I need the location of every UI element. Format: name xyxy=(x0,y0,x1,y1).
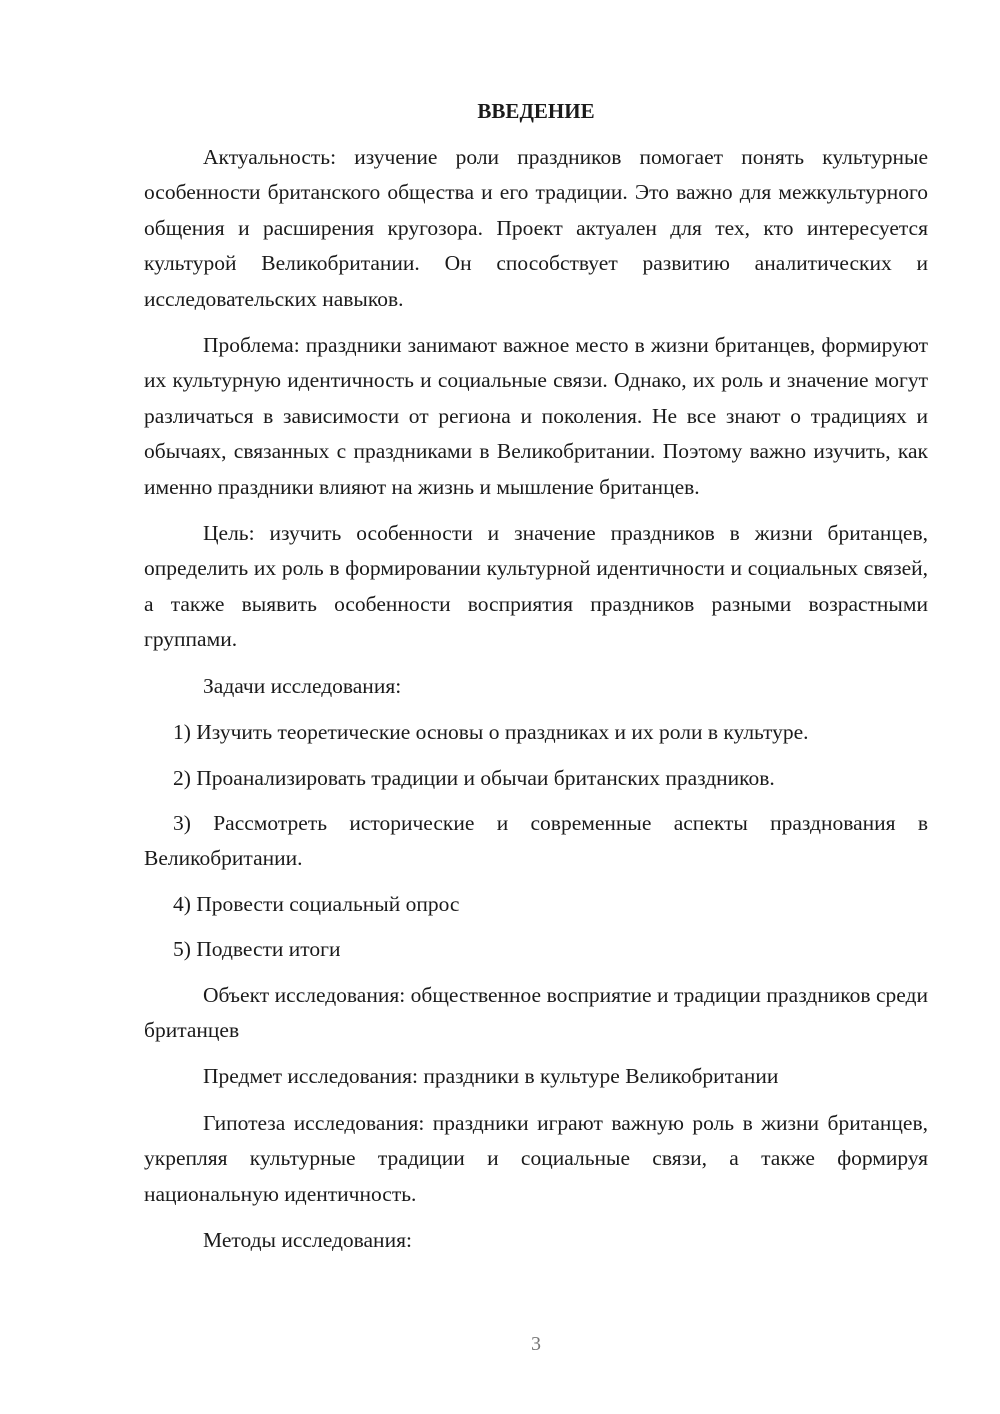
tasks-label: Задачи исследования: xyxy=(203,673,402,698)
methods-label: Методы исследования: xyxy=(203,1227,412,1252)
paragraph-goal: Цель: изучить особенности и значение праздников в жизни британцев, определить их роль в формировании культурной идентичности и социальных связей, а также выявить особенности восприятия праздников разными возрастными группами. xyxy=(144,521,928,652)
section-heading: ВВЕДЕНИЕ xyxy=(477,99,595,123)
task-item-5: 5) Подвести итоги xyxy=(173,937,341,962)
page-content xyxy=(144,96,928,1269)
page-number: 3 xyxy=(531,1333,541,1355)
task-item-3: 3) Рассмотреть исторические и современные аспекты празднования в Великобритании. xyxy=(144,810,928,871)
paragraph-object: Объект исследования: общественное восприятие и традиции праздников среди британцев xyxy=(144,982,928,1042)
paragraph-hypothesis: Гипотеза исследования: праздники играют важную роль в жизни британцев, укрепляя культурные традиции и социальные связи, а также формируя национальную идентичность. xyxy=(144,1110,928,1206)
task-item-4: 4) Провести социальный опрос xyxy=(173,891,460,916)
task-item-1: 1) Изучить теоретические основы о праздниках и их роли в культуре. xyxy=(173,720,809,745)
paragraph-subject: Предмет исследования: праздники в культуре Великобритании xyxy=(203,1064,779,1089)
task-item-2: 2) Проанализировать традиции и обычаи британских праздников. xyxy=(173,765,775,790)
paragraph-problem: Проблема: праздники занимают важное место в жизни британцев, формируют их культурную идентичность и социальные связи. Однако, их роль и значение могут различаться в зависимости от региона и поколения. Не все знают о традициях и обычаях, связанных с праздниками в Великобритании. Поэтому важно изучить, как именно праздники влияют на жизнь и мышление британцев. xyxy=(144,333,928,499)
paragraph-relevance: Актуальность: изучение роли праздников помогает понять культурные особенности британского общества и его традиции. Это важно для межкультурного общения и расширения кругозора. Проект актуален для тех, кто интересуется культурой Великобритании. Он способствует развитию аналитических и исследовательских навыков. xyxy=(144,145,928,311)
